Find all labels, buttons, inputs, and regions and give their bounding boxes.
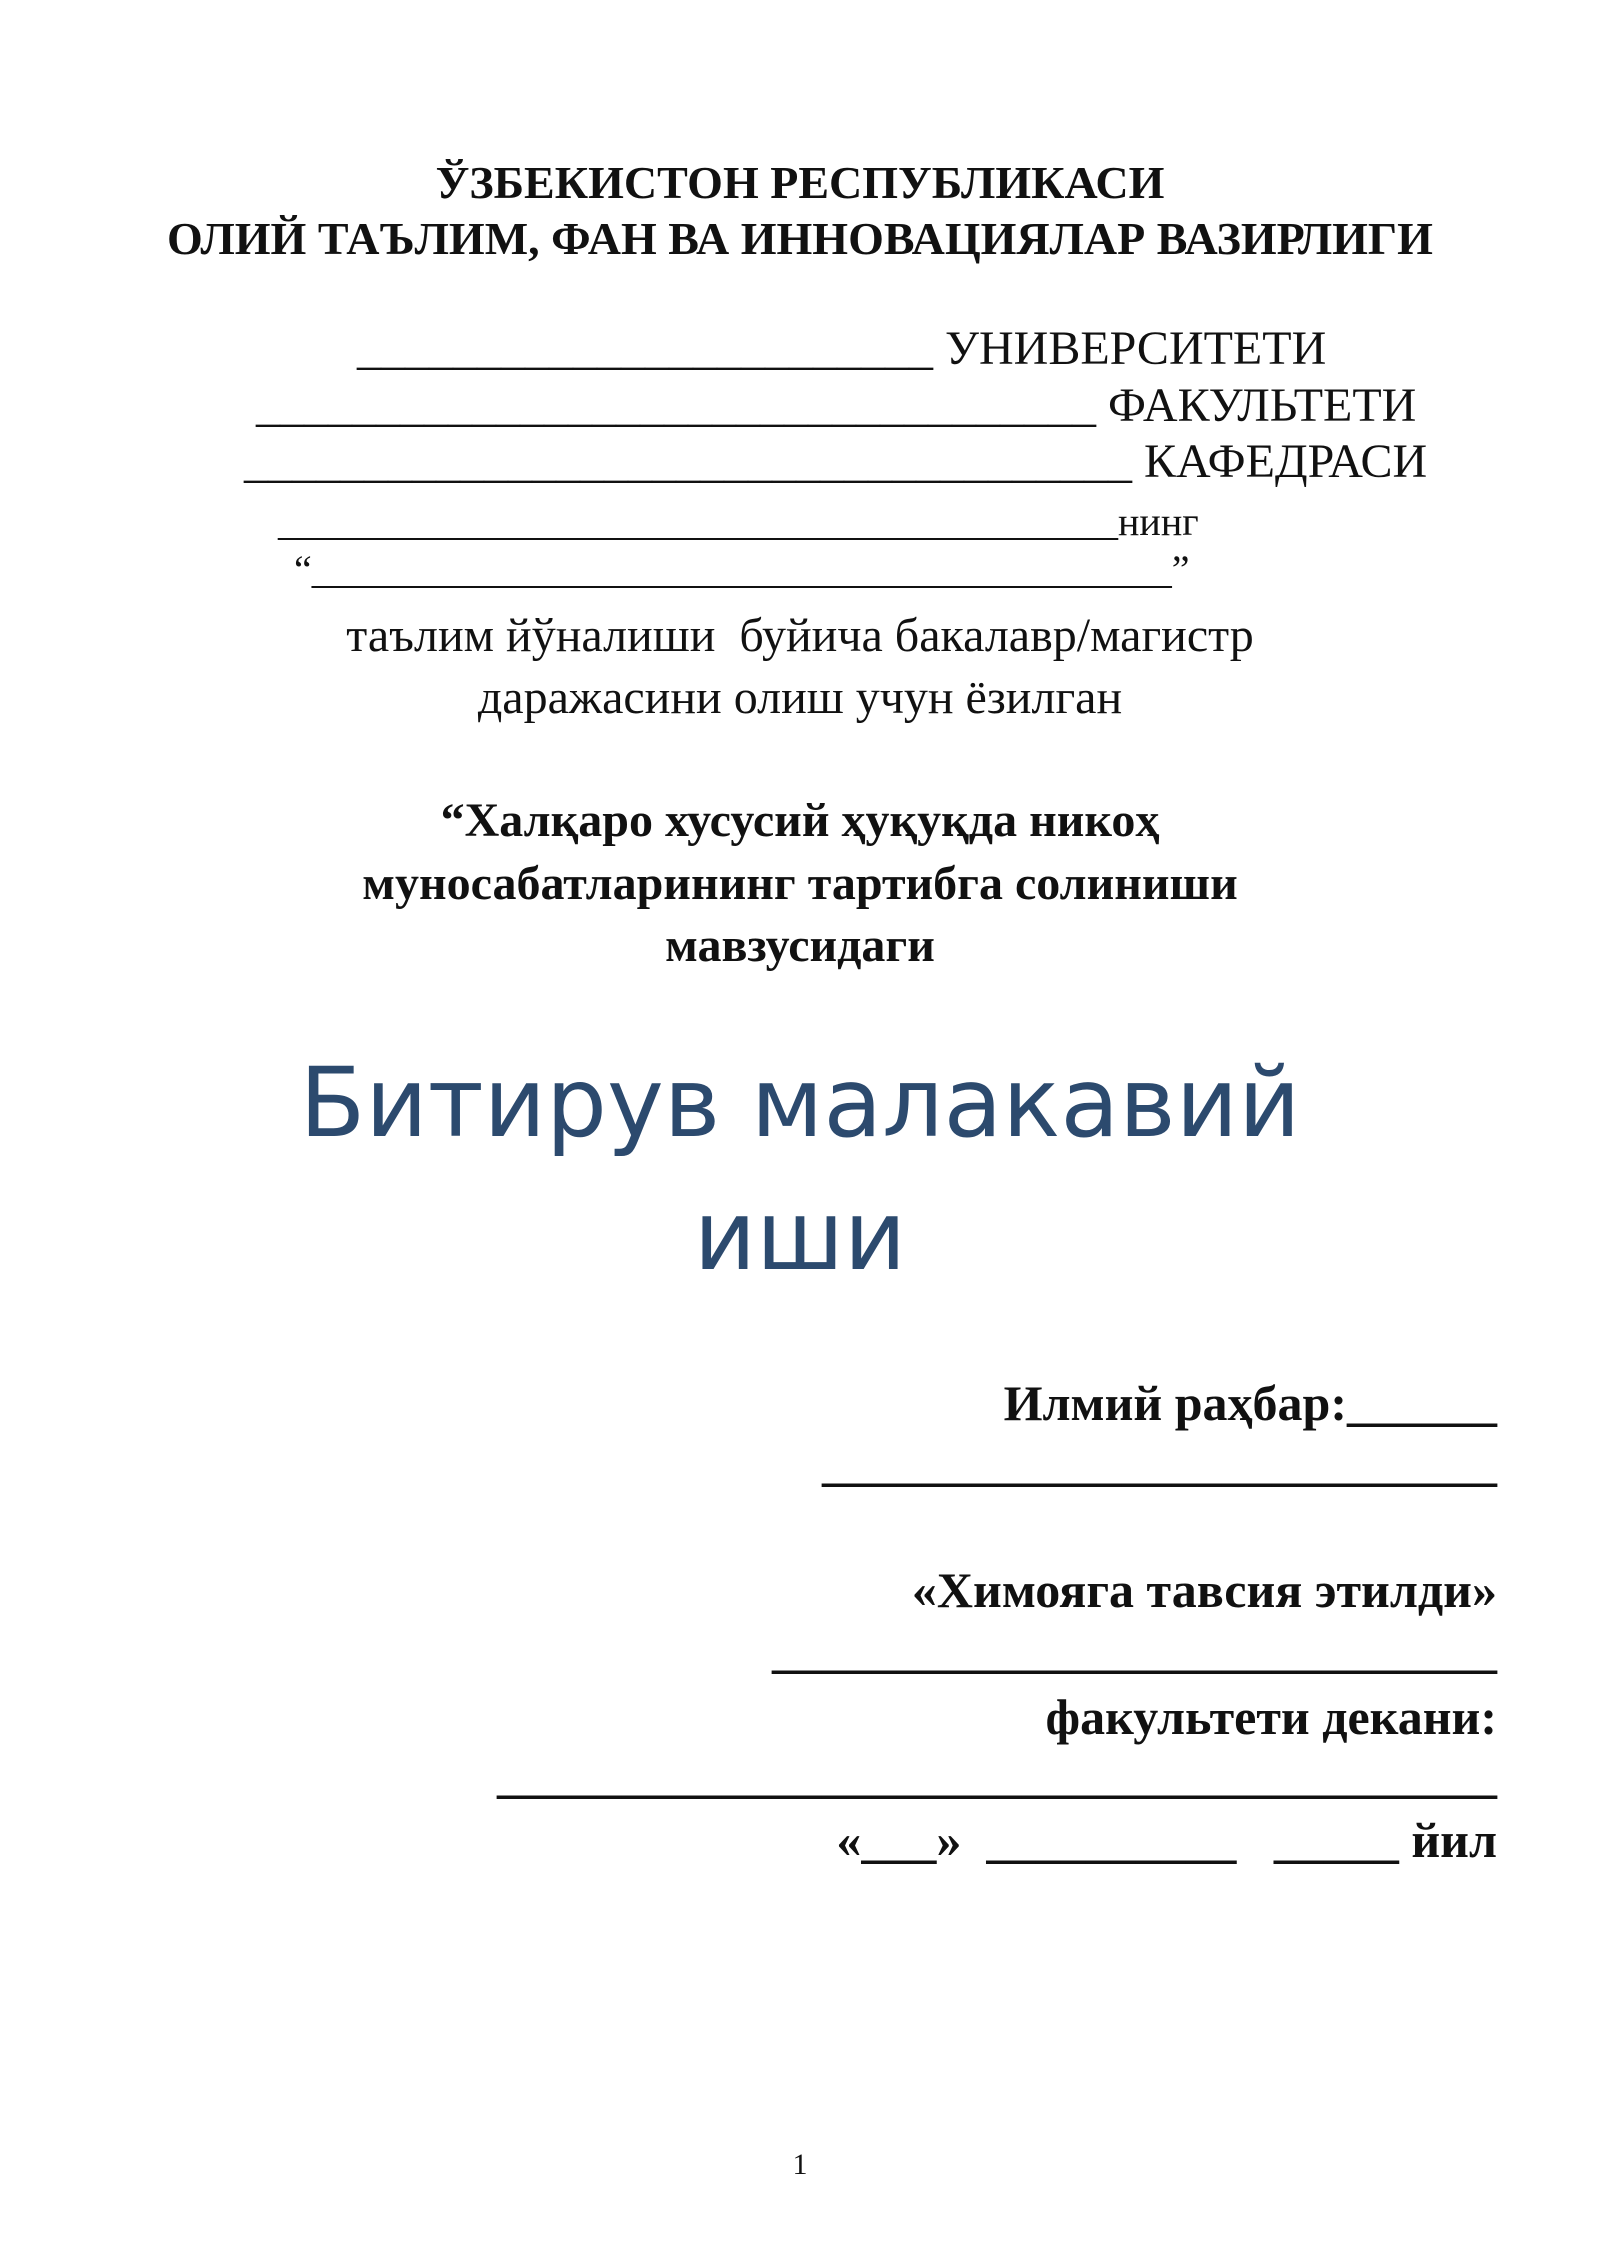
topic-line2: муносабатларининг тартибга солиниши (362, 857, 1238, 910)
page-number: 1 (792, 2148, 808, 2181)
recommended-for-defense: «Химояга тавсия этилди» (911, 1562, 1497, 1618)
ministry-header-line2: ОЛИЙ ТАЪЛИМ, ФАН ВА ИННОВАЦИЯЛАР ВАЗИРЛИГИ (167, 213, 1433, 264)
faculty-field: ___________________________________ ФАКУЛЬТЕТИ (256, 379, 1417, 432)
date-field: «___» __________ _____ йил (836, 1812, 1497, 1868)
advisor-signature-line: ___________________________ (822, 1435, 1497, 1491)
thesis-title-line1: Битирув малакавий (299, 1047, 1301, 1159)
scientific-advisor-label: Илмий раҳбар:______ (1003, 1375, 1497, 1431)
purpose-line1: таълим йўналиши буйича бакалавр/магистр (346, 609, 1254, 662)
topic-line1: “Халқаро хусусий ҳуқуқда никоҳ (440, 794, 1160, 847)
university-field: ________________________ УНИВЕРСИТЕТИ (357, 322, 1327, 375)
ministry-header-line1: ЎЗБЕКИСТОН РЕСПУБЛИКАСИ (435, 157, 1165, 208)
dean-label: факультети декани: (1045, 1689, 1497, 1745)
recommendation-signature-line: _____________________________ (772, 1622, 1497, 1678)
student-field: __________________________________________нинг (278, 499, 1199, 544)
purpose-line2: даражасини олиш учун ёзилган (477, 671, 1123, 724)
dean-signature-line: ________________________________________ (497, 1747, 1497, 1803)
topic-line3: мавзусидаги (665, 919, 935, 972)
direction-field: “___________________________________________” (294, 547, 1190, 592)
department-field: _____________________________________ КАФЕДРАСИ (244, 435, 1428, 488)
thesis-title-line2: иши (693, 1180, 907, 1292)
